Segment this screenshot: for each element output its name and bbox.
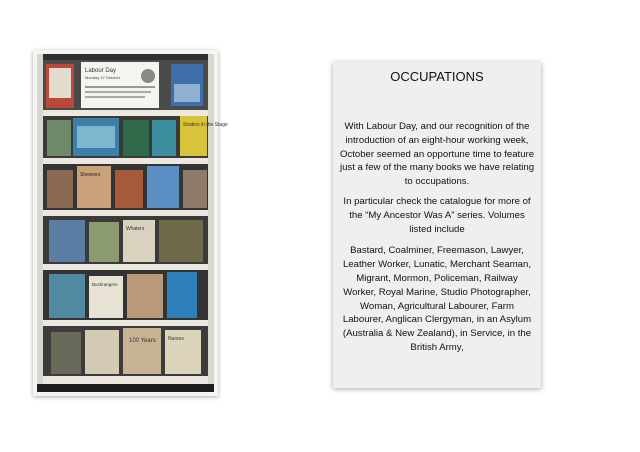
book-label-nurses: Nurses [168,336,184,342]
catalogue-paragraph: In particular check the catalogue for more of the “My Ancestor Was A” series. Volumes listed include [343,195,531,235]
poster-title: Labour Day [85,68,117,74]
book-label-whalers: Whalers [126,226,145,232]
occupations-panel [333,62,541,388]
poster-date: Monday 27 October [85,75,121,80]
panel-title: OCCUPATIONS [390,69,484,84]
book-label-bushrangers: Bushrangers [92,282,118,287]
book-label-stage: Studies in the Stage [183,122,228,128]
volumes-list: Bastard, Coalminer, Freemason, Lawyer, Leather Worker, Lunatic, Merchant Seaman, Migrant, Mormon, Policeman, Railway Worker, Royal Marine, Studio Photographer, Woman, Agricultural Labourer, Farm Labourer, Anglican Clergyman, in an Asylum (Australia & New Zealand), in Service, in the British Army, [342,245,532,353]
book-label-100-years: 100 Years [129,338,156,344]
bookshelf-photo-frame [33,50,228,396]
bookshelf-photo [37,54,228,392]
book-label-shearers: Shearers [80,172,101,178]
intro-paragraph: With Labour Day, and our recognition of the introduction of an eight-hour working week, October seemed an opportune time to feature just a few of the many books we have relating to occupations. [339,121,535,188]
